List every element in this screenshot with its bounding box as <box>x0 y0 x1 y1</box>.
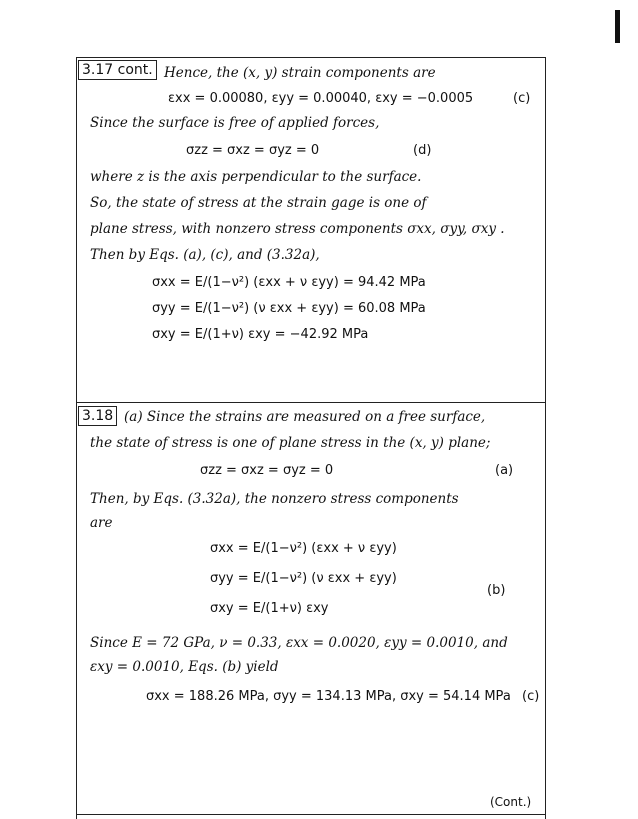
equation-tag: (a) <box>495 463 514 478</box>
stress-equation-yy: σyy = E/(1−ν²) (ν εxx + εyy) <box>210 571 397 586</box>
stress-equation-yy: σyy = E/(1−ν²) (ν εxx + εyy) = 60.08 MPa <box>152 301 426 316</box>
text-line: So, the state of stress at the strain gage is one of <box>90 195 427 211</box>
text-line: εxy = 0.0010, Eqs. (b) yield <box>90 659 279 675</box>
zero-stress-equation: σzz = σxz = σyz = 0 <box>186 143 320 158</box>
problem-label-3-17: 3.17 cont. <box>78 60 157 80</box>
stress-equation-xy: σxy = E/(1+ν) εxy = −42.92 MPa <box>152 327 369 342</box>
frame-bottom-rule <box>76 814 546 815</box>
equation-tag: (b) <box>487 583 506 598</box>
text-line: are <box>90 515 113 531</box>
result-equation: σxx = 188.26 MPa, σyy = 134.13 MPa, σxy = 54.14 MPa <box>146 689 511 704</box>
text-line: Since the surface is free of applied forces, <box>90 115 380 131</box>
text-line: Hence, the (x, y) strain components are <box>164 65 436 81</box>
text-line: plane stress, with nonzero stress components σxx, σyy, σxy . <box>90 221 505 237</box>
text-line: Then by Eqs. (a), (c), and (3.32a), <box>90 247 320 263</box>
problem-label-3-18: 3.18 <box>78 406 117 426</box>
stress-equation-xx: σxx = E/(1−ν²) (εxx + ν εyy) <box>210 541 397 556</box>
text-line: the state of stress is one of plane stress in the (x, y) plane; <box>90 435 491 451</box>
stress-equation-xx: σxx = E/(1−ν²) (εxx + ν εyy) = 94.42 MPa <box>152 275 426 290</box>
continued-note: (Cont.) <box>490 795 532 809</box>
text-line: Then, by Eqs. (3.32a), the nonzero stress components <box>90 491 459 507</box>
text-line: where z is the axis perpendicular to the surface. <box>90 169 422 185</box>
text-line: Since E = 72 GPa, ν = 0.33, εxx = 0.0020, εyy = 0.0010, and <box>90 635 508 651</box>
page-edge-mark <box>615 10 620 43</box>
strain-values: εxx = 0.00080, εyy = 0.00040, εxy = −0.0005 <box>168 91 474 106</box>
stress-equation-xy: σxy = E/(1+ν) εxy <box>210 601 329 616</box>
equation-tag: (c) <box>513 91 531 106</box>
problem-divider <box>76 402 546 403</box>
equation-tag: (c) <box>522 689 540 704</box>
equation-tag: (d) <box>413 143 432 158</box>
text-line: (a) Since the strains are measured on a free surface, <box>124 409 486 425</box>
zero-stress-equation: σzz = σxz = σyz = 0 <box>200 463 334 478</box>
